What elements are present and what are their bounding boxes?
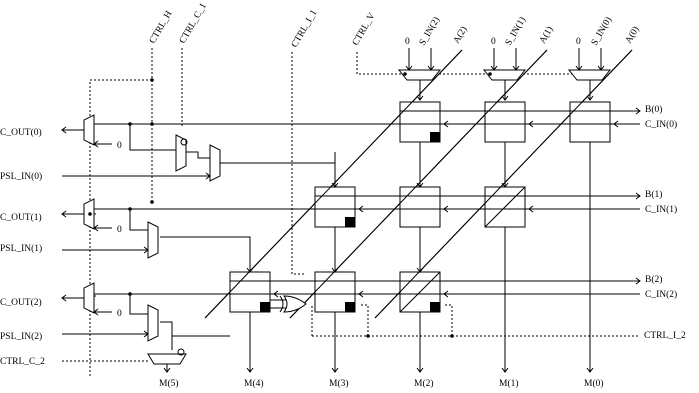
label-ctrl-i-2: CTRL_I_2 — [644, 331, 686, 341]
label-c-out-1: C_OUT(1) — [0, 213, 42, 223]
label-m-0: M(0) — [584, 379, 604, 389]
label-zero-left-0: 0 — [117, 141, 122, 151]
row-buses — [130, 108, 640, 297]
label-s-in-2: S_IN(2) — [417, 15, 443, 48]
psl-mux-1 — [148, 222, 158, 258]
c-out-mux-0 — [84, 115, 94, 145]
label-c-in-0: C_IN(0) — [645, 120, 678, 130]
top-muxes — [399, 48, 610, 100]
label-zero-left-2: 0 — [117, 309, 122, 319]
label-psl-in-1: PSL_IN(1) — [0, 244, 43, 254]
label-b-1: B(1) — [645, 190, 663, 200]
ctrl-c-2-mux — [148, 354, 186, 364]
top-mux-0 — [569, 70, 610, 80]
label-m-4: M(4) — [244, 379, 264, 389]
psl-mux-0 — [210, 145, 220, 181]
label-m-1: M(1) — [499, 379, 519, 389]
vertical-paths — [160, 142, 593, 372]
label-psl-in-0: PSL_IN(0) — [0, 172, 43, 182]
label-b-2: B(2) — [645, 275, 663, 285]
label-ctrl-c-1: CTRL_C_1 — [177, 1, 210, 46]
label-ctrl-c-2: CTRL_C_2 — [0, 357, 45, 367]
xor-gate — [270, 296, 306, 312]
label-zero-left-1: 0 — [117, 225, 122, 235]
label-b-0: B(0) — [645, 105, 663, 115]
label-c-out-2: C_OUT(2) — [0, 298, 42, 308]
label-a-1: A(1) — [537, 24, 556, 46]
label-ctrl-v: CTRL_V — [350, 11, 378, 48]
label-ctrl-i-1: CTRL_I_1 — [289, 8, 320, 50]
label-zero-top-1: 0 — [491, 37, 496, 47]
label-a-2: A(2) — [451, 24, 470, 46]
label-m-3: M(3) — [329, 379, 349, 389]
label-c-in-2: C_IN(2) — [645, 290, 678, 300]
label-c-in-1: C_IN(1) — [645, 205, 678, 215]
label-a-0: A(0) — [623, 24, 642, 46]
label-c-out-0: C_OUT(0) — [0, 128, 42, 138]
c-out-mux-2 — [84, 283, 94, 313]
label-zero-top-2: 0 — [405, 37, 410, 47]
label-s-in-1: S_IN(1) — [503, 15, 529, 48]
label-psl-in-2: PSL_IN(2) — [0, 332, 43, 342]
label-m-5: M(5) — [159, 379, 179, 389]
left-muxes — [62, 115, 220, 372]
label-ctrl-h: CTRL_H — [147, 9, 175, 46]
psl-mux-2 — [148, 305, 158, 341]
label-m-2: M(2) — [414, 379, 434, 389]
label-zero-top-0: 0 — [576, 37, 581, 47]
cell-1-1 — [400, 187, 440, 227]
label-s-in-0: S_IN(0) — [589, 15, 615, 48]
